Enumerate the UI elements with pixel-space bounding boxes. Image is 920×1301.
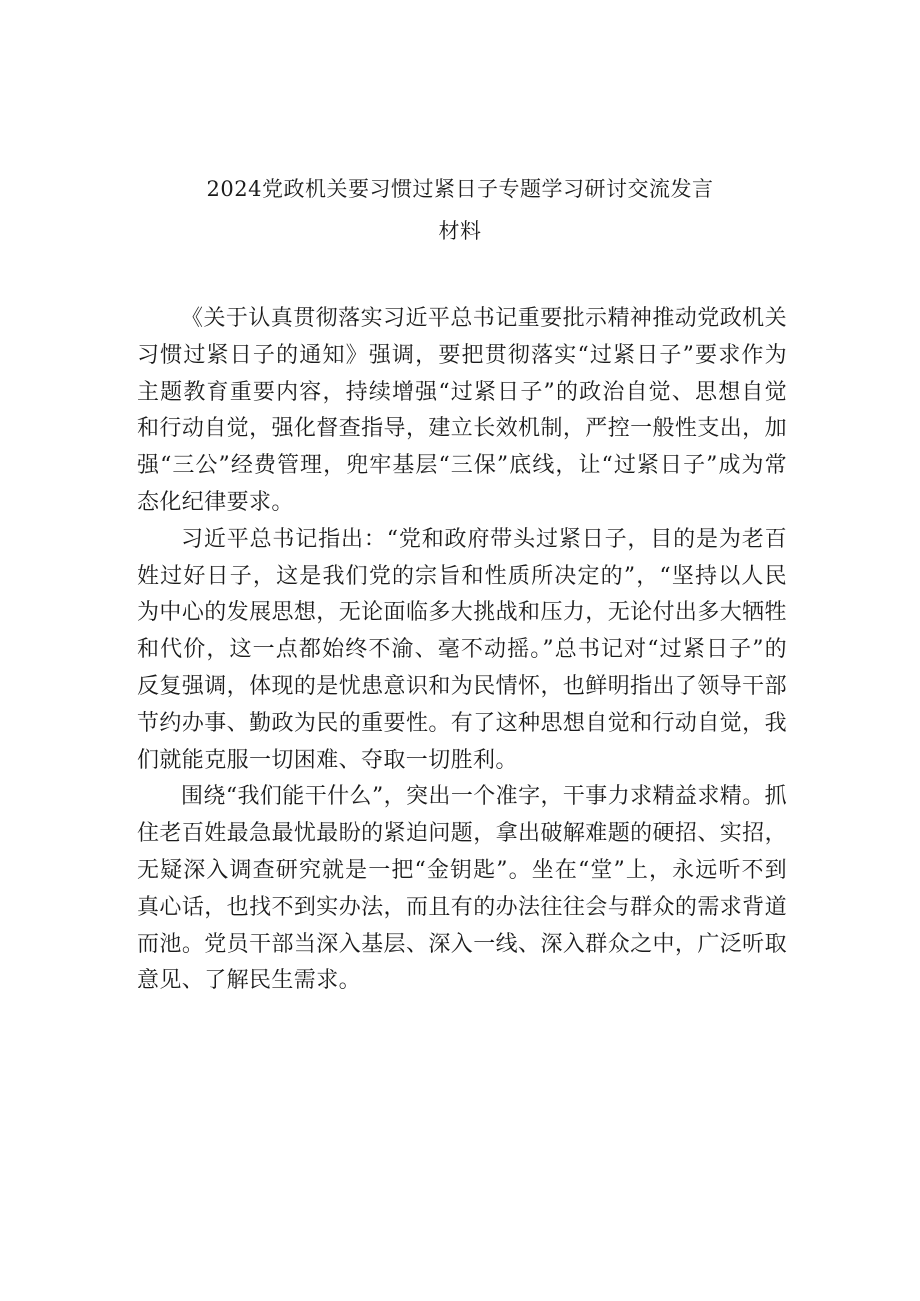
document-title-line-2: 材料 xyxy=(438,219,482,243)
paragraph-2: 习近平总书记指出：“党和政府带头过紧日子，目的是为老百姓过好日子，这是我们党的宗旨和性质所决定的”，“坚持以人民为中心的发展思想，无论面临多大挑战和压力，无论付出多大牺牲和代价，这一点都始终不渝、毫不动摇。”总书记对“过紧日子”的反复强调，体现的是忧患意识和为民情怀，也鲜明指出了领导干部节约办事、勤政为民的重要性。有了这种思想自觉和行动自觉，我们就能克服一切困难、夺取一切胜利。 xyxy=(137,526,787,773)
paragraph-3: 围绕“我们能干什么”，突出一个准字，干事力求精益求精。抓住老百姓最急最忧最盼的紧迫问题，拿出破解难题的硬招、实招，无疑深入调查研究就是一把“金钥匙”。坐在“堂”上，永远听不到真心话，也找不到实办法，而且有的办法往往会与群众的需求背道而池。党员干部当深入基层、深入一线、深入群众之中，广泛听取意见、了解民生需求。 xyxy=(137,784,787,994)
document-title-line-1: 2024党政机关要习惯过紧日子专题学习研讨交流发言 xyxy=(206,177,714,201)
paragraph-1: 《关于认真贯彻落实习近平总书记重要批示精神推动党政机关习惯过紧日子的通知》强调，要把贯彻落实“过紧日子”要求作为主题教育重要内容，持续增强“过紧日子”的政治自觉、思想自觉和行动自觉，强化督查指导，建立长效机制，严控一般性支出，加强“三公”经费管理，兜牢基层“三保”底线，让“过紧日子”成为常态化纪律要求。 xyxy=(137,306,787,515)
document-body xyxy=(137,301,787,1000)
